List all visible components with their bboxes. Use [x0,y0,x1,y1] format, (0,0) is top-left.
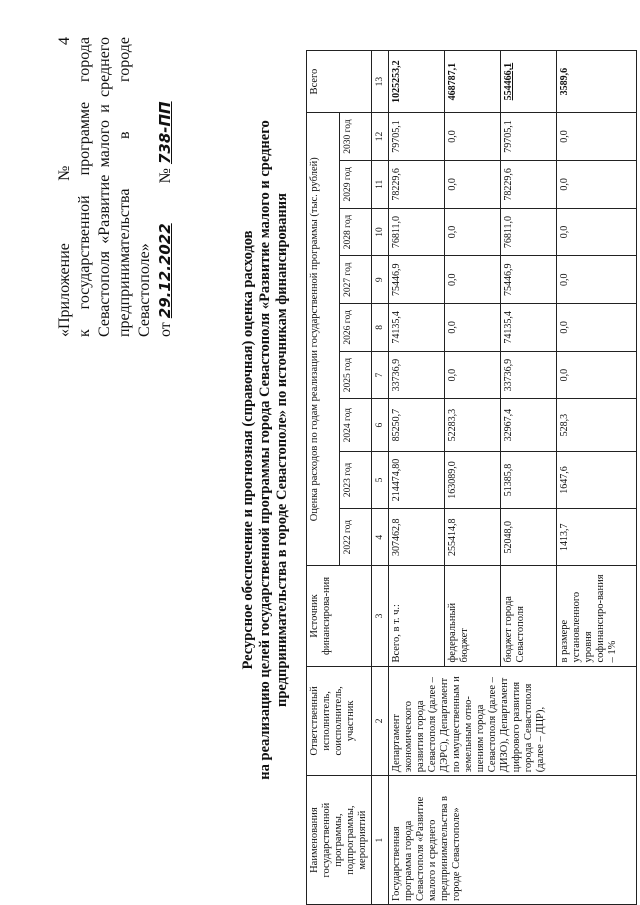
value-cell: 1647,6 [557,451,637,508]
total-cell: 554466,1 [501,51,557,113]
column-number: 4 [372,509,389,566]
value-cell: 76811,0 [389,208,445,256]
program-name-cell: Государственная программа города Севастополя «Развитие малого и среднего предпринимательства в городе Севастополе» [389,776,637,905]
column-number: 11 [372,160,389,208]
value-cell: 0,0 [557,256,637,304]
appendix-line: Севастополе» [136,243,153,337]
column-number: 13 [372,51,389,113]
column-number: 7 [372,351,389,399]
table-row [389,51,445,905]
value-cell: 75446,9 [501,256,557,304]
value-cell: 51385,8 [501,451,557,508]
column-number: 10 [372,208,389,256]
column-number: 2 [372,666,389,776]
value-cell: 79705,1 [501,113,557,161]
expenses-table [306,50,637,905]
value-cell: 75446,9 [389,256,445,304]
value-cell: 78229,6 [389,160,445,208]
column-number: 9 [372,256,389,304]
value-cell: 0,0 [445,113,501,161]
value-cell: 32967,4 [501,399,557,451]
value-cell: 0,0 [557,208,637,256]
title-line: предпринимательства в городе Севастополе» по источникам финансирования [274,193,290,707]
source-cell: федеральный бюджет [445,566,501,666]
value-cell: 307462,8 [389,509,445,566]
value-cell: 0,0 [557,304,637,352]
value-cell: 52048,0 [501,509,557,566]
header-year: 2029 год [339,160,372,208]
title-line: Ресурсное обеспечение и прогнозная (справочная) оценка расходов [240,230,256,670]
header-year: 2024 год [339,399,372,451]
header-executor: Ответственный исполнитель, соисполнитель, участник [307,666,372,776]
header-row [307,51,340,905]
value-cell: 52283,3 [445,399,501,451]
header-total: Всего [307,51,372,113]
header-year: 2030 год [339,113,372,161]
total-cell: 468787,1 [445,51,501,113]
total-cell: 3589,6 [557,51,637,113]
value-cell: 0,0 [445,160,501,208]
value-cell: 78229,6 [501,160,557,208]
document-title [240,55,291,845]
source-cell: Всего, в т. ч.: [389,566,445,666]
number-prefix: № [157,168,174,184]
value-cell: 163089,0 [445,451,501,508]
appendix-line: к государственной программе города [76,37,93,337]
handwritten-date: 29.12.2022 [156,223,174,319]
value-cell: 255414,8 [445,509,501,566]
header-year: 2028 год [339,208,372,256]
value-cell: 0,0 [557,160,637,208]
value-cell: 0,0 [445,304,501,352]
column-number: 3 [372,566,389,666]
value-cell: 0,0 [445,208,501,256]
column-number: 12 [372,113,389,161]
header-source: Источник финансирова-ния [307,566,372,666]
executor-cell: Департамент экономического развития города Севастополя (далее – ДЭРС), Департамент по имущественным и земельным отно-шениям города Севастополя (далее – ДИЗО), Департамент цифрового развития города Севастополя (далее – ДЦР), [389,666,637,776]
value-cell: 74135,4 [389,304,445,352]
value-cell: 0,0 [557,113,637,161]
header-year: 2022 год [339,509,372,566]
header-year: 2025 год [339,351,372,399]
header-year: 2027 год [339,256,372,304]
column-number: 5 [372,451,389,508]
value-cell: 85250,7 [389,399,445,451]
value-cell: 0,0 [557,351,637,399]
total-cell: 1025253,2 [389,51,445,113]
header-program: Наименования государственной программы, подпрограммы, мероприятий [307,776,372,905]
column-number: 6 [372,399,389,451]
value-cell: 528,3 [557,399,637,451]
value-cell: 0,0 [445,351,501,399]
source-cell: в размере установленного уровня софинансиро-вания – 1% [557,566,637,666]
appendix-line: «Приложение № 4 [56,37,73,337]
column-number: 8 [372,304,389,352]
date-prefix: от [157,322,174,337]
appendix-line: предпринимательства в городе [116,37,133,337]
title-line: на реализацию целей государственной программы города Севастополя «Развитие малого и среднего [257,120,273,780]
value-cell: 1413,7 [557,509,637,566]
value-cell: 0,0 [445,256,501,304]
value-cell: 33736,9 [389,351,445,399]
value-cell: 74135,4 [501,304,557,352]
appendix-block [55,37,176,337]
value-cell: 79705,1 [389,113,445,161]
value-cell: 76811,0 [501,208,557,256]
appendix-date-line [155,37,176,337]
header-year: 2026 год [339,304,372,352]
source-cell: бюджет города Севастополя [501,566,557,666]
value-cell: 33736,9 [501,351,557,399]
column-number-row [372,51,389,905]
handwritten-number: 738-ПП [156,101,174,165]
appendix-line: Севастополя «Развитие малого и среднего [96,37,113,337]
column-number: 1 [372,776,389,905]
header-estimate: Оценка расходов по годам реализации государственной программы (тыс. рублей) [307,113,340,566]
header-year: 2023 год [339,451,372,508]
value-cell: 214474,80 [389,451,445,508]
